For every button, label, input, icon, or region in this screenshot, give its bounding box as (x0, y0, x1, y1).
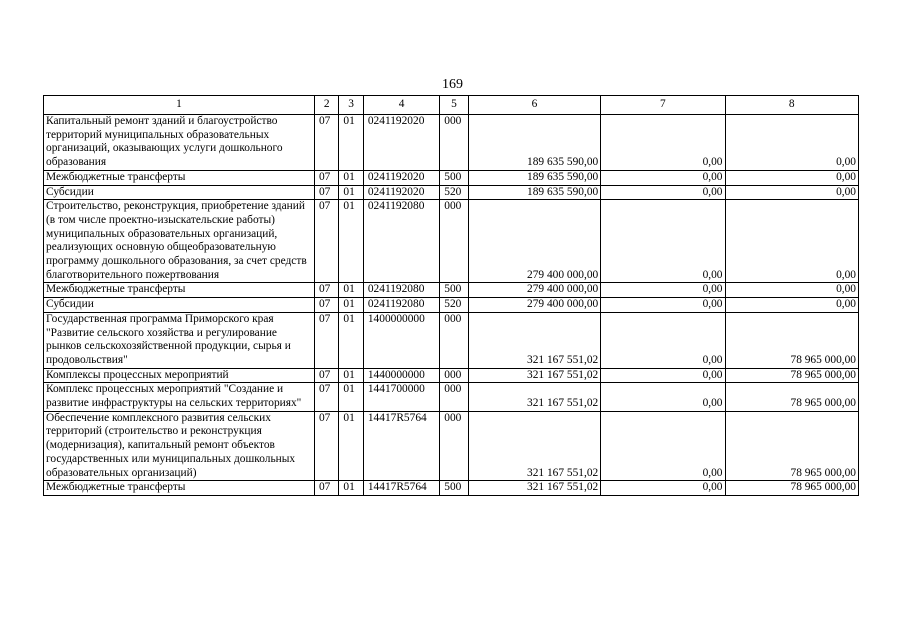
column-header-4: 4 (363, 96, 439, 115)
row-section-cell: 07 (314, 298, 338, 313)
table-row (44, 481, 859, 496)
table-row (44, 115, 859, 171)
row-expense-type-cell: 500 (440, 481, 469, 496)
column-header-1: 1 (44, 96, 315, 115)
row-target-code-cell: 1441700000 (363, 383, 439, 411)
row-amount-col6-cell: 321 167 551,02 (468, 481, 600, 496)
row-subsection-cell: 01 (339, 185, 363, 200)
row-amount-col8-cell: 78 965 000,00 (725, 481, 859, 496)
row-subsection-cell: 01 (339, 383, 363, 411)
row-section-cell: 07 (314, 312, 338, 368)
row-name-cell: Межбюджетные трансферты (44, 283, 315, 298)
row-target-code-cell: 0241192080 (363, 283, 439, 298)
row-subsection-cell: 01 (339, 481, 363, 496)
row-amount-col6-cell: 321 167 551,02 (468, 312, 600, 368)
row-subsection-cell: 01 (339, 298, 363, 313)
page-number: 169 (442, 77, 463, 92)
row-expense-type-cell: 000 (440, 383, 469, 411)
row-amount-col8-cell: 0,00 (725, 185, 859, 200)
row-amount-col6-cell: 279 400 000,00 (468, 283, 600, 298)
row-amount-col8-cell: 78 965 000,00 (725, 411, 859, 481)
budget-table (43, 95, 859, 496)
row-expense-type-cell: 000 (440, 368, 469, 383)
row-target-code-cell: 0241192080 (363, 298, 439, 313)
row-subsection-cell: 01 (339, 200, 363, 283)
row-amount-col7-cell: 0,00 (601, 312, 725, 368)
row-name-cell: Комплекс процессных мероприятий "Создание и развитие инфраструктуры на сельских территориях" (44, 383, 315, 411)
row-section-cell: 07 (314, 481, 338, 496)
row-name-cell: Государственная программа Приморского края "Развитие сельского хозяйства и регулирование рынков сельскохозяйственной продукции, сырья и продовольствия" (44, 312, 315, 368)
row-amount-col7-cell: 0,00 (601, 115, 725, 171)
row-subsection-cell: 01 (339, 411, 363, 481)
row-expense-type-cell: 500 (440, 170, 469, 185)
column-header-3: 3 (339, 96, 363, 115)
row-target-code-cell: 0241192020 (363, 170, 439, 185)
row-target-code-cell: 0241192020 (363, 115, 439, 171)
row-section-cell: 07 (314, 185, 338, 200)
row-amount-col7-cell: 0,00 (601, 283, 725, 298)
table-row (44, 283, 859, 298)
column-header-5: 5 (440, 96, 469, 115)
row-amount-col7-cell: 0,00 (601, 298, 725, 313)
row-target-code-cell: 14417R5764 (363, 411, 439, 481)
row-target-code-cell: 1440000000 (363, 368, 439, 383)
row-section-cell: 07 (314, 200, 338, 283)
row-subsection-cell: 01 (339, 170, 363, 185)
row-amount-col6-cell: 279 400 000,00 (468, 200, 600, 283)
row-section-cell: 07 (314, 411, 338, 481)
row-amount-col6-cell: 321 167 551,02 (468, 383, 600, 411)
row-amount-col8-cell: 0,00 (725, 298, 859, 313)
row-expense-type-cell: 500 (440, 283, 469, 298)
row-amount-col8-cell: 78 965 000,00 (725, 368, 859, 383)
table-body (44, 115, 859, 496)
row-amount-col7-cell: 0,00 (601, 368, 725, 383)
table-row (44, 411, 859, 481)
row-subsection-cell: 01 (339, 115, 363, 171)
row-expense-type-cell: 000 (440, 411, 469, 481)
row-expense-type-cell: 000 (440, 312, 469, 368)
row-section-cell: 07 (314, 115, 338, 171)
row-subsection-cell: 01 (339, 283, 363, 298)
table-row (44, 368, 859, 383)
column-header-8: 8 (725, 96, 859, 115)
table-row (44, 170, 859, 185)
row-expense-type-cell: 520 (440, 298, 469, 313)
row-name-cell: Комплексы процессных мероприятий (44, 368, 315, 383)
row-section-cell: 07 (314, 368, 338, 383)
row-amount-col8-cell: 0,00 (725, 283, 859, 298)
row-expense-type-cell: 000 (440, 115, 469, 171)
row-name-cell: Межбюджетные трансферты (44, 481, 315, 496)
row-name-cell: Субсидии (44, 298, 315, 313)
row-name-cell: Строительство, реконструкция, приобретение зданий (в том числе проектно-изыскательские работы) муниципальных образовательных организаций, реализующих основную общеобразовательную программу дошкольного образования, за счет средств благотворительного пожертвования (44, 200, 315, 283)
row-amount-col6-cell: 279 400 000,00 (468, 298, 600, 313)
row-amount-col8-cell: 78 965 000,00 (725, 383, 859, 411)
table-header-row (44, 96, 859, 115)
row-amount-col8-cell: 0,00 (725, 170, 859, 185)
row-target-code-cell: 0241192080 (363, 200, 439, 283)
row-expense-type-cell: 000 (440, 200, 469, 283)
row-amount-col7-cell: 0,00 (601, 481, 725, 496)
row-target-code-cell: 1400000000 (363, 312, 439, 368)
row-amount-col8-cell: 78 965 000,00 (725, 312, 859, 368)
row-amount-col7-cell: 0,00 (601, 200, 725, 283)
row-amount-col6-cell: 189 635 590,00 (468, 115, 600, 171)
column-header-6: 6 (468, 96, 600, 115)
row-expense-type-cell: 520 (440, 185, 469, 200)
row-name-cell: Капитальный ремонт зданий и благоустройство территорий муниципальных образовательных организаций, оказывающих услуги дошкольного образования (44, 115, 315, 171)
row-name-cell: Субсидии (44, 185, 315, 200)
row-target-code-cell: 14417R5764 (363, 481, 439, 496)
row-section-cell: 07 (314, 283, 338, 298)
row-amount-col6-cell: 321 167 551,02 (468, 368, 600, 383)
table-row (44, 312, 859, 368)
table-row (44, 185, 859, 200)
table-row (44, 298, 859, 313)
table-row (44, 200, 859, 283)
row-amount-col6-cell: 189 635 590,00 (468, 170, 600, 185)
row-section-cell: 07 (314, 170, 338, 185)
column-header-7: 7 (601, 96, 725, 115)
row-amount-col6-cell: 189 635 590,00 (468, 185, 600, 200)
row-amount-col7-cell: 0,00 (601, 185, 725, 200)
row-name-cell: Межбюджетные трансферты (44, 170, 315, 185)
row-subsection-cell: 01 (339, 312, 363, 368)
row-amount-col6-cell: 321 167 551,02 (468, 411, 600, 481)
row-target-code-cell: 0241192020 (363, 185, 439, 200)
row-subsection-cell: 01 (339, 368, 363, 383)
row-section-cell: 07 (314, 383, 338, 411)
row-amount-col7-cell: 0,00 (601, 170, 725, 185)
row-amount-col8-cell: 0,00 (725, 200, 859, 283)
row-amount-col7-cell: 0,00 (601, 411, 725, 481)
row-name-cell: Обеспечение комплексного развития сельских территорий (строительство и реконструкция (модернизация), капитальный ремонт объектов государственных или муниципальных дошкольных образовательных организаций) (44, 411, 315, 481)
table-row (44, 383, 859, 411)
row-amount-col8-cell: 0,00 (725, 115, 859, 171)
column-header-2: 2 (314, 96, 338, 115)
row-amount-col7-cell: 0,00 (601, 383, 725, 411)
